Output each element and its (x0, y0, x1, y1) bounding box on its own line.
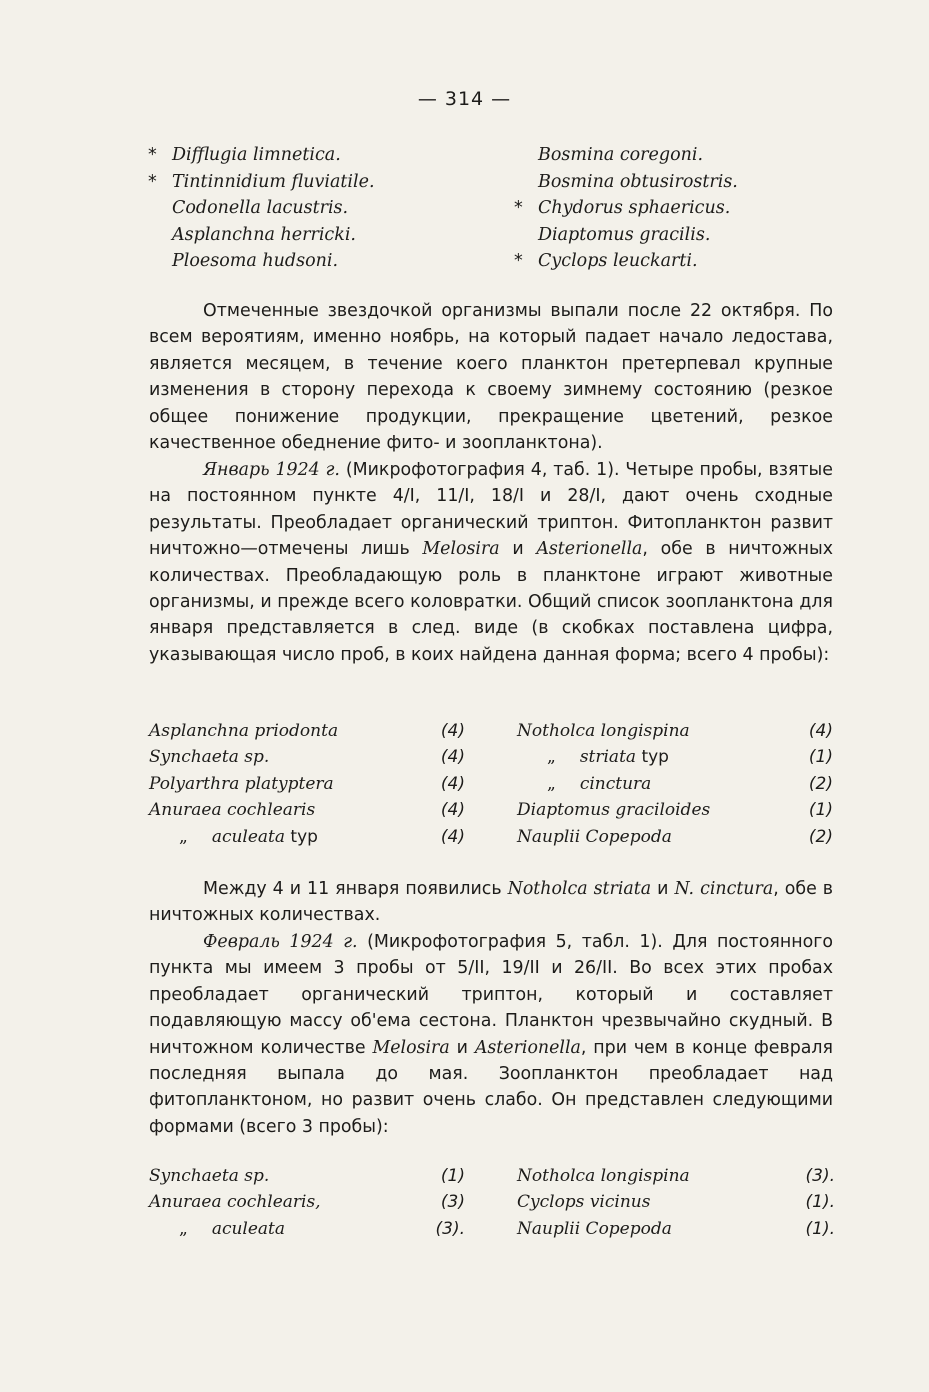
table-row: Notholca longispina (4) (517, 721, 833, 741)
list-item: Ploesoma hudsoni. (172, 251, 339, 271)
table-row: „ cinctura (2) (547, 773, 833, 794)
table-row: Notholca longispina (3). (517, 1166, 835, 1186)
list-item: Codonella lacustris. (172, 198, 349, 218)
table-row: Diaptomus graciloides (1) (517, 800, 833, 821)
section-heading-january: Январь 1924 г. (203, 460, 340, 480)
paragraph-jan-appearance: Между 4 и 11 января появились Notholca striata и N. cinctura, обе в ничтожных количествах. (149, 879, 834, 926)
table-row: „ aculeata (3). (179, 1218, 465, 1239)
table-january-left (149, 718, 465, 850)
table-row: „ striata typ (1) (547, 747, 833, 768)
table-row: Nauplii Copepoda (1). (517, 1218, 835, 1239)
table-row: Polyarthra platyptera (4) (149, 773, 465, 794)
table-row: Synchaeta sp. (1) (149, 1166, 465, 1186)
species-list-left (148, 142, 375, 275)
species-list-right (514, 142, 738, 275)
table-row: Anuraea cochlearis (4) (149, 800, 465, 821)
table-february-right (517, 1163, 835, 1242)
list-item: Asplanchna herricki. (172, 224, 356, 245)
table-february-left (149, 1163, 465, 1242)
list-item: * Tintinnidium fluviatile. (148, 171, 375, 192)
table-row: Asplanchna priodonta (4) (149, 721, 465, 741)
paragraph-october-note: Отмеченные звездочкой организмы выпали после 22 октября. По всем вероятиям, именно ноябрь, на который падает начало ледостава, является месяцем, в течение коего планктон претерпевал крупные изменения в сторону перехода к своему зимнему состоянию (резкое общее понижение продукции, прекращение цветений, резкое качественное обеднение фито- и зоопланктона). (149, 301, 833, 454)
list-item: Bosmina coregoni. (538, 145, 704, 165)
section-heading-february: Февраль 1924 г. (203, 932, 358, 952)
list-item: Diaptomus gracilis. (538, 224, 711, 245)
page-number: — 314 — (417, 88, 512, 110)
list-item: * Cyclops leuckarti. (514, 251, 698, 271)
table-row: Anuraea cochlearis, (3) (149, 1192, 465, 1213)
list-item: * Difflugia limnetica. (148, 145, 341, 165)
list-item: Bosmina obtusirostris. (538, 171, 738, 192)
table-january-right (517, 718, 833, 850)
table-row: Synchaeta sp. (4) (149, 747, 465, 768)
table-row: Cyclops vicinus (1). (517, 1192, 835, 1213)
paragraph-january: Январь 1924 г. (Микрофотография 4, таб. 1). Четыре пробы, взятые на постоянном пункте 4/I, 11/I, 18/I и 28/I, дают очень сходные результаты. Преобладает органический триптон. Фитопланктон развит ничтожно—отмечены лишь Melosira и Asterionella, обе в ничтожных количествах. Преобладающую роль в планктоне играют животные организмы, и прежде всего коловратки. Общий список зоопланктона для января представляется в след. виде (в скобках поставлена цифра, указывающая число проб, в коих найдена данная форма; всего 4 пробы): (149, 460, 834, 665)
list-item: * Chydorus sphaericus. (514, 198, 731, 218)
table-row: Nauplii Copepoda (2) (517, 826, 833, 847)
paragraph-february: Февраль 1924 г. (Микрофотография 5, табл. 1). Для постоянного пункта мы имеем 3 пробы от 5/II, 19/II и 26/II. Во всех этих пробах преобладает органический триптон, который и составляет подавляющую массу об'ема сестона. Планктон чрезвычайно скудный. В ничтожном количестве Melosira и Asterionella, при чем в конце февраля последняя выпала до мая. Зоопланктон преобладает над фитопланктоном, но развит очень слабо. Он представлен следующими формами (всего 3 пробы): (149, 932, 833, 1137)
table-row: „ aculeata typ (4) (179, 826, 465, 847)
